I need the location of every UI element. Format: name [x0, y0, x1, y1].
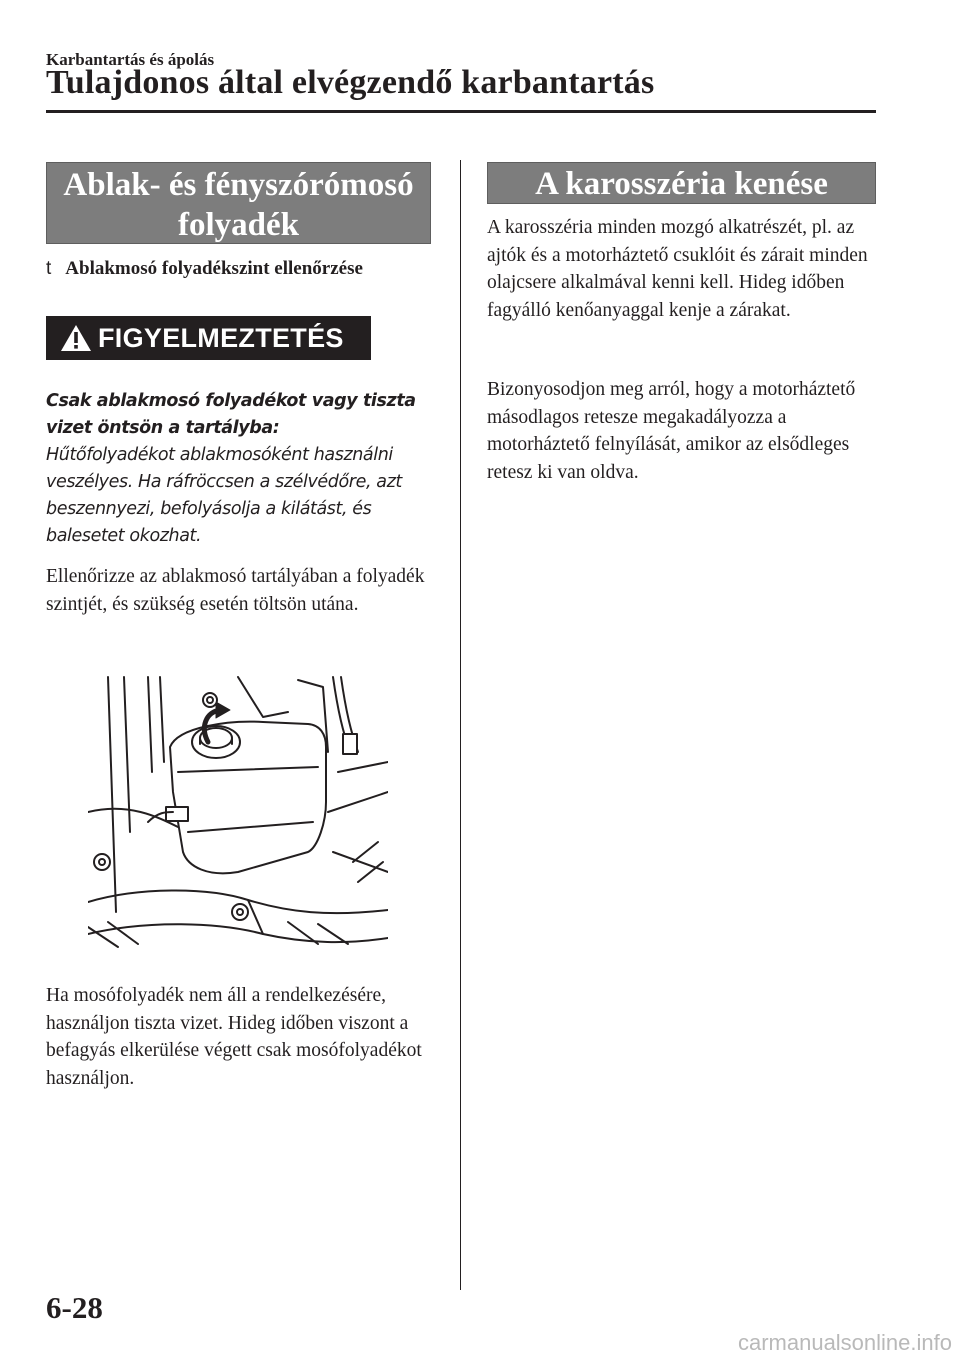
column-divider [460, 160, 461, 1290]
check-fluid-paragraph: Ellenőrizze az ablakmosó tartályában a folyadék szintjét, és szükség esetén töltsön utána. [46, 566, 425, 615]
lubrication-paragraph: A karosszéria minden mozgó alkatrészét, pl. az ajtók és a motorháztető csuklóit és zárait minden olajcsere alkalmával kenni kell. Hideg időben fagyálló kenőanyaggal kenje a zárakat. [487, 217, 868, 321]
page-number: 6-28 [46, 1290, 103, 1325]
watermark: carmanualsonline.info [737, 1330, 952, 1355]
page-title: Tulajdonos által elvégzendő karbantartás [46, 64, 655, 101]
warning-label: FIGYELMEZTETÉS [98, 322, 344, 353]
subheading-text: Ablakmosó folyadékszint ellenőrzése [65, 258, 363, 279]
bullet-glyph: t [46, 258, 52, 279]
tip-paragraph: Ha mosófolyadék nem áll a rendelkezésére, használjon tiszta vizet. Hideg időben viszont a befagyás elkerülése végett csak mosófolyadékot használjon. [46, 985, 422, 1089]
warning-text: Hűtőfolyadékot ablakmosóként használni veszélyes. Ha ráfröccsen a szélvédőre, azt beszennyezi, befolyásolja a kilátást, és balesetet okozhat. [46, 445, 402, 546]
hood-latch-paragraph: Bizonyosodjon meg arról, hogy a motorháztető másodlagos retesze megakadályozza a motorháztető felnyílását, amikor az elsődleges retesz ki van oldva. [487, 379, 856, 483]
heading-rule [46, 110, 876, 113]
banner-line-1: Ablak- és fényszórómosó [63, 167, 414, 203]
body-lubrication-banner: A karosszéria kenése [487, 162, 876, 204]
washer-fluid-subheading [46, 258, 363, 280]
washer-fluid-banner [46, 162, 431, 244]
warning-banner [46, 316, 371, 360]
section-label: Karbantartás és ápolás [46, 50, 215, 69]
warning-body [46, 388, 436, 550]
warning-bold-text: Csak ablakmosó folyadékot vagy tiszta vizet öntsön a tartályba: [46, 391, 416, 438]
warning-triangle-icon [60, 324, 92, 352]
banner-line-2: folyadék [177, 207, 299, 243]
washer-reservoir-illustration [88, 672, 388, 950]
